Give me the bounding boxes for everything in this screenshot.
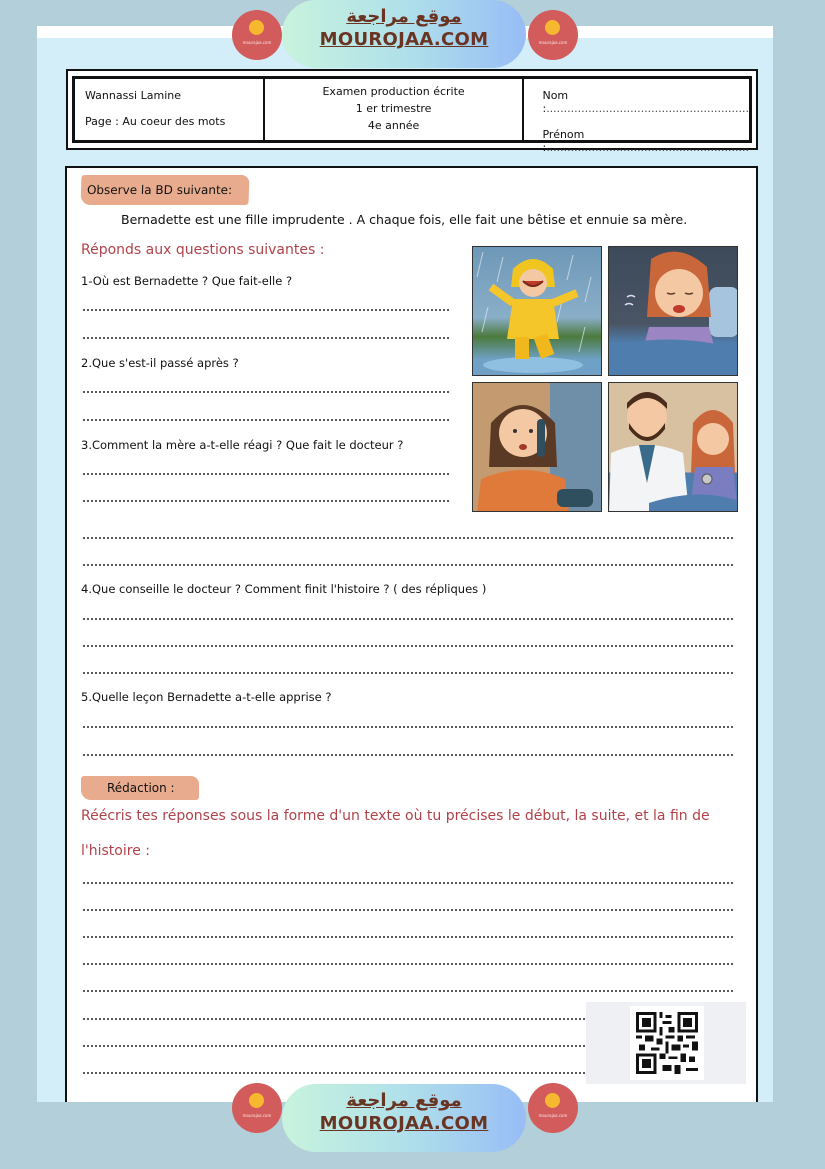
exam-body — [65, 166, 758, 1102]
logo-icon — [249, 20, 264, 35]
header-author-cell — [75, 79, 265, 140]
writing-line[interactable] — [82, 1018, 587, 1020]
comic-panel-sick — [608, 246, 738, 376]
answer-line[interactable] — [82, 726, 734, 728]
first-name-label: Prénom : — [542, 128, 585, 154]
writing-line[interactable] — [82, 963, 734, 965]
answer-line[interactable] — [82, 473, 449, 475]
site-logo-badge[interactable] — [232, 10, 282, 60]
question-1: 1-Où est Bernadette ? Que fait-elle ? — [81, 274, 293, 288]
answer-line[interactable] — [82, 754, 734, 756]
exam-header — [66, 69, 758, 154]
answer-line[interactable] — [82, 391, 449, 393]
answer-line[interactable] — [82, 419, 449, 421]
banner-arabic-title: موقع مراجعة — [346, 1090, 462, 1111]
banner-arabic-title: موقع مراجعة — [346, 6, 462, 27]
redaction-prompt: Réécris tes réponses sous la forme d'un texte où tu précises le début, la suite, et la fin de — [81, 808, 710, 824]
badge-text: mourajaa.com — [242, 40, 272, 45]
redaction-prompt-end: l'histoire : — [81, 843, 150, 859]
first-name-field[interactable] — [542, 128, 749, 154]
comic-panel-doctor — [608, 382, 738, 512]
redaction-tag: Rédaction : — [81, 776, 199, 800]
first-name-dots: .......................................................... — [546, 141, 749, 154]
page-source: Page : Au coeur des mots — [85, 115, 226, 128]
writing-line[interactable] — [82, 1045, 587, 1047]
badge-text: mourajaa.com — [538, 40, 568, 45]
answer-line[interactable] — [82, 337, 449, 339]
banner-site-name: MOUROJAA.COM — [319, 1113, 489, 1134]
questions-title: Réponds aux questions suivantes : — [81, 242, 325, 258]
site-banner-top[interactable] — [282, 0, 526, 68]
exam-title: Examen production écrite — [322, 85, 465, 98]
name-field[interactable] — [542, 89, 749, 115]
qr-code[interactable] — [630, 1006, 704, 1080]
question-4: 4.Que conseille le docteur ? Comment finit l'histoire ? ( des répliques ) — [81, 582, 487, 596]
answer-line[interactable] — [82, 309, 449, 311]
intro-text: Bernadette est une fille imprudente . A chaque fois, elle fait une bêtise et ennuie sa mère. — [121, 212, 688, 227]
writing-line[interactable] — [82, 1072, 587, 1074]
observe-tag: Observe la BD suivante: — [80, 175, 249, 205]
writing-line[interactable] — [82, 990, 734, 992]
answer-line[interactable] — [82, 672, 734, 674]
header-exam-cell — [265, 79, 525, 140]
writing-line[interactable] — [82, 882, 734, 884]
answer-line[interactable] — [82, 500, 449, 502]
badge-text: mourajaa.com — [242, 1113, 272, 1118]
author-name: Wannassi Lamine — [85, 89, 181, 102]
header-student-cell — [524, 79, 749, 154]
answer-line[interactable] — [82, 645, 734, 647]
question-5: 5.Quelle leçon Bernadette a-t-elle apprise ? — [81, 690, 332, 704]
site-logo-badge[interactable] — [528, 1083, 578, 1133]
logo-icon — [249, 1093, 264, 1108]
site-logo-badge[interactable] — [232, 1083, 282, 1133]
writing-line[interactable] — [82, 909, 734, 911]
site-banner-bottom[interactable] — [282, 1084, 526, 1152]
banner-site-name: MOUROJAA.COM — [319, 29, 489, 50]
comic-panel-rain — [472, 246, 602, 376]
question-2: 2.Que s'est-il passé après ? — [81, 356, 239, 370]
exam-term: 1 er trimestre — [355, 102, 432, 115]
name-label: Nom : — [542, 89, 569, 115]
question-3: 3.Comment la mère a-t-elle réagi ? Que fait le docteur ? — [81, 438, 404, 452]
comic-panel-phone — [472, 382, 602, 512]
logo-icon — [545, 1093, 560, 1108]
badge-text: mourajaa.com — [538, 1113, 568, 1118]
answer-line[interactable] — [82, 537, 734, 539]
site-logo-badge[interactable] — [528, 10, 578, 60]
name-dots: .......................................................... — [546, 102, 749, 115]
exam-grade: 4e année — [367, 119, 420, 132]
qr-code-block[interactable] — [586, 1002, 746, 1084]
writing-line[interactable] — [82, 936, 734, 938]
answer-line[interactable] — [82, 618, 734, 620]
answer-line[interactable] — [82, 564, 734, 566]
comic-strip — [472, 246, 738, 512]
logo-icon — [545, 20, 560, 35]
